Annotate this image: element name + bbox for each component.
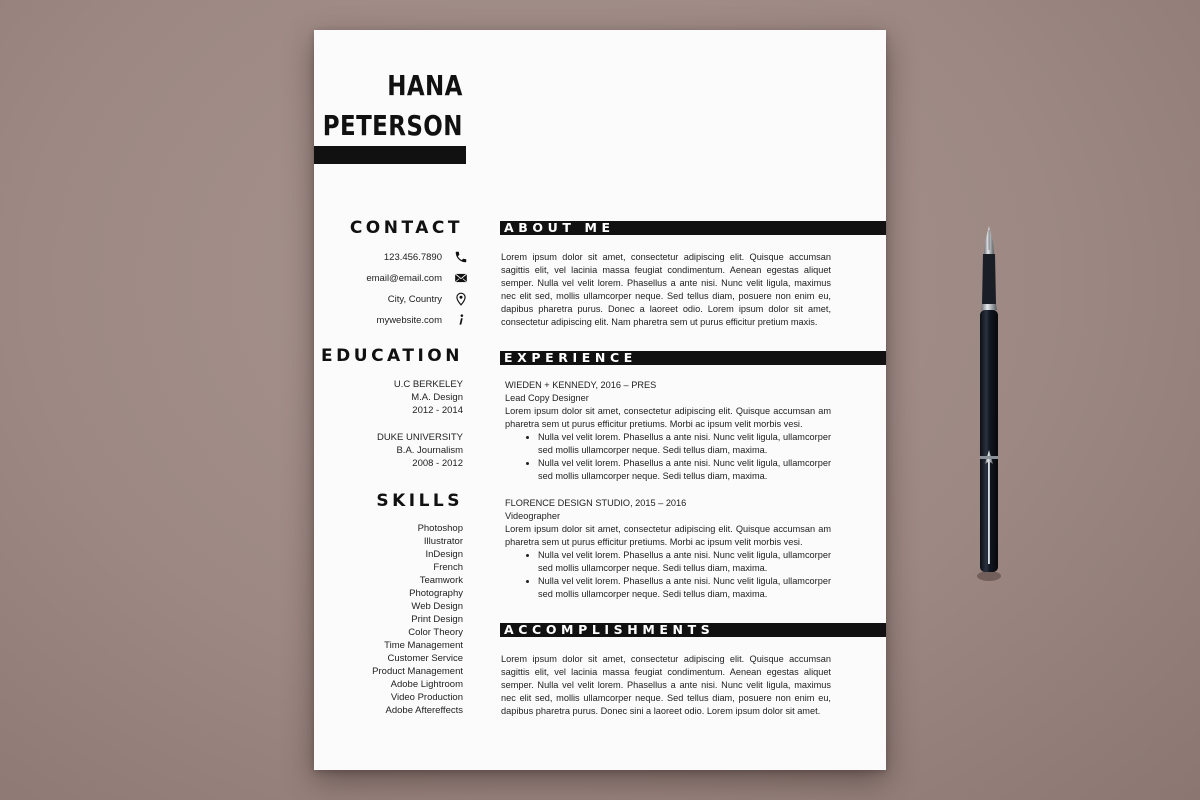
fountain-pen-icon [974, 224, 1004, 584]
education-heading: EDUCATION [321, 346, 463, 366]
info-icon [454, 313, 468, 327]
about-text: Lorem ipsum dolor sit amet, consectetur adipiscing elit. Quisque accumsan sagittis elit, vel lacinia massa feugiat condimentum. Aenean egestas aliquet semper. Nulla vel velit lorem. Phasellus a ante nisi. Nunc velit ligula, maximus nec elit sed, mollis ullamcorper neque. Sed tellus diam, posuere non enim eu, dapibus pharetra purus. Donec a laoreet odio. Lorem ipsum dolor sit amet, consectetur adipiscing elit. Nam pharetra sem ut purus efficitur pretium maxis. [501, 252, 831, 327]
contact-website: mywebsite.com [376, 314, 442, 326]
accomplishments-heading: ACCOMPLISHMENTS [500, 623, 718, 637]
contact-phone-row [384, 250, 468, 264]
skill-item: Color Theory [408, 627, 463, 638]
skill-item: Adobe Lightroom [390, 679, 463, 690]
job-bullets [505, 549, 831, 601]
contact-email: email@email.com [366, 272, 442, 284]
skill-item: Photoshop [417, 523, 463, 534]
skill-item: Photography [409, 588, 463, 599]
skill-item: Adobe Aftereffects [385, 705, 463, 716]
experience-heading: EXPERIENCE [500, 351, 641, 365]
contact-phone: 123.456.7890 [383, 251, 442, 263]
job-company: FLORENCE DESIGN STUDIO, 2015 – 2016 [505, 498, 687, 508]
resume-name [323, 66, 463, 146]
experience-job [505, 497, 831, 601]
job-bullet: • Nulla vel velit lorem. Phasellus a ante nisi. Nunc velit ligula, ullamcorper sed mollis ullamcorper neque. Sedi tellus diam, maxima. [538, 457, 831, 483]
education-years: 2008 - 2012 [412, 458, 463, 469]
skill-item: Illustrator [423, 536, 463, 547]
skill-item: Product Management [372, 666, 463, 677]
job-bullets [505, 431, 831, 483]
education-school: U.C BERKELEY [393, 379, 463, 390]
skill-item: Video Production [390, 692, 463, 703]
contact-heading: CONTACT [349, 218, 463, 238]
envelope-icon [454, 271, 468, 285]
job-role: Videographer [505, 511, 560, 521]
skill-item: Web Design [411, 601, 463, 612]
skill-item: Teamwork [419, 575, 463, 586]
experience-job [505, 379, 831, 483]
education-degree: M.A. Design [411, 392, 463, 403]
contact-website-row [377, 313, 468, 327]
education-years: 2012 - 2014 [412, 405, 463, 416]
education-degree: B.A. Journalism [396, 445, 463, 456]
job-summary: Lorem ipsum dolor sit amet, consectetur adipiscing elit. Quisque accumsan am pharetra sem ut purus efficitur pretiums. Morbi ac ipsum velit morbis vesi. [505, 406, 831, 429]
job-summary: Lorem ipsum dolor sit amet, consectetur adipiscing elit. Quisque accumsan am pharetra sem ut purus efficitur pretiums. Morbi ac ipsum velit morbis vesi. [505, 524, 831, 547]
job-company: WIEDEN + KENNEDY, 2016 – PRES [505, 380, 657, 390]
job-bullet: • Nulla vel velit lorem. Phasellus a ante nisi. Nunc velit ligula, ullamcorper sed mollis ullamcorper neque. Sedi tellus diam, maxima. [538, 431, 831, 457]
about-heading: ABOUT ME [500, 221, 619, 235]
contact-location: City, Country [387, 293, 442, 305]
phone-icon [454, 250, 468, 264]
contact-location-row [388, 292, 468, 306]
last-name: PETERSON [322, 109, 463, 142]
job-bullet: • Nulla vel velit lorem. Phasellus a ante nisi. Nunc velit ligula, ullamcorper sed mollis ullamcorper neque. Sedi tellus diam, maxima. [538, 549, 831, 575]
skill-item: French [433, 562, 463, 573]
skills-list [372, 522, 463, 717]
resume-page [314, 30, 886, 770]
skill-item: Time Management [384, 640, 463, 651]
accomplishments-text: Lorem ipsum dolor sit amet, consectetur adipiscing elit. Quisque accumsan sagittis elit, vel lacinia massa feugiat condimentum. Aenean egestas aliquet semper. Nulla vel velit lorem. Phasellus a ante nisi. Nunc velit ligula, maximus nec elit sed, mollis ullamcorper neque. Sed tellus diam, posuere non enim eu, dapibus pharetra purus. Donec sini a laoreet odio. Lorem ipsum dolor sit amet. [501, 654, 831, 716]
job-bullet: • Nulla vel velit lorem. Phasellus a ante nisi. Nunc velit ligula, ullamcorper sed mollis ullamcorper neque. Sedi tellus diam, maxima. [538, 575, 831, 601]
map-pin-icon [454, 292, 468, 306]
contact-email-row [366, 271, 468, 285]
skill-item: Print Design [411, 614, 463, 625]
name-underline-bar [314, 146, 466, 164]
education-entry [394, 378, 463, 417]
skills-heading: SKILLS [376, 491, 463, 511]
education-entry [377, 431, 463, 470]
first-name: HANA [387, 69, 463, 102]
skill-item: Customer Service [387, 653, 463, 664]
job-role: Lead Copy Designer [505, 393, 589, 403]
skill-item: InDesign [425, 549, 463, 560]
education-school: DUKE UNIVERSITY [376, 432, 463, 443]
